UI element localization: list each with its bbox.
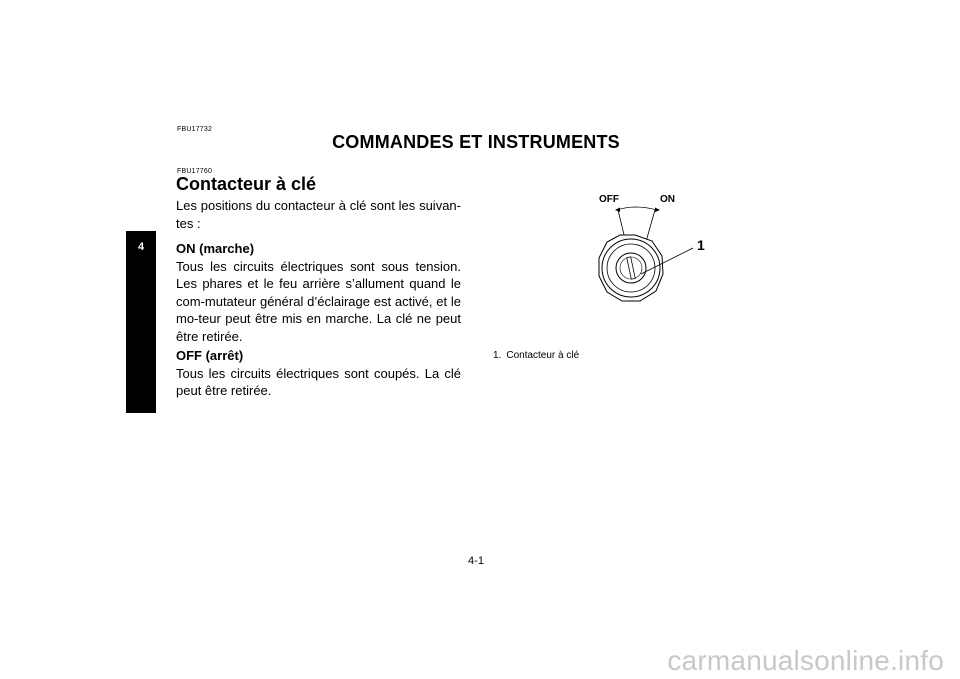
chapter-tab-number: 4: [137, 241, 145, 253]
chapter-code: FBU17732: [177, 126, 213, 133]
off-heading: OFF (arrêt): [176, 348, 244, 363]
rotation-arc: [617, 207, 657, 210]
off-text: Tous les circuits électriques sont coupés. La clé peut être retirée.: [176, 365, 461, 399]
caption-number: 1.: [493, 350, 502, 361]
intro-paragraph: [176, 197, 461, 232]
intro-text: Les positions du contacteur à clé sont les suivan-tes :: [176, 198, 461, 231]
section-title: Contacteur à clé: [176, 174, 317, 194]
on-block: [176, 240, 461, 346]
arc-arrow-left-icon: [615, 208, 620, 213]
section-code: FBU17760: [177, 168, 213, 175]
off-block: [176, 347, 461, 400]
chapter-tab: [126, 231, 156, 413]
label-on: ON: [660, 194, 675, 205]
on-text: Tous les circuits électriques sont sous tension. Les phares et le feu arrière s’allument quand le com-mutateur général d’éclairage est activé, et le mo-teur peut être mis en marche. La clé ne peut être retirée.: [176, 258, 461, 344]
arc-arrow-right-icon: [655, 208, 660, 213]
key-switch-illustration: [585, 188, 715, 328]
callout-number: 1: [697, 237, 705, 253]
label-off: OFF: [599, 194, 619, 205]
watermark: carmanualsonline.info: [667, 645, 944, 676]
key-switch-figure: [585, 188, 715, 333]
page-number: 4-1: [468, 555, 484, 567]
figure-caption: [493, 350, 579, 361]
chapter-title: COMMANDES ET INSTRUMENTS: [332, 132, 620, 152]
caption-text: Contacteur à clé: [506, 350, 580, 361]
on-heading: ON (marche): [176, 241, 255, 256]
